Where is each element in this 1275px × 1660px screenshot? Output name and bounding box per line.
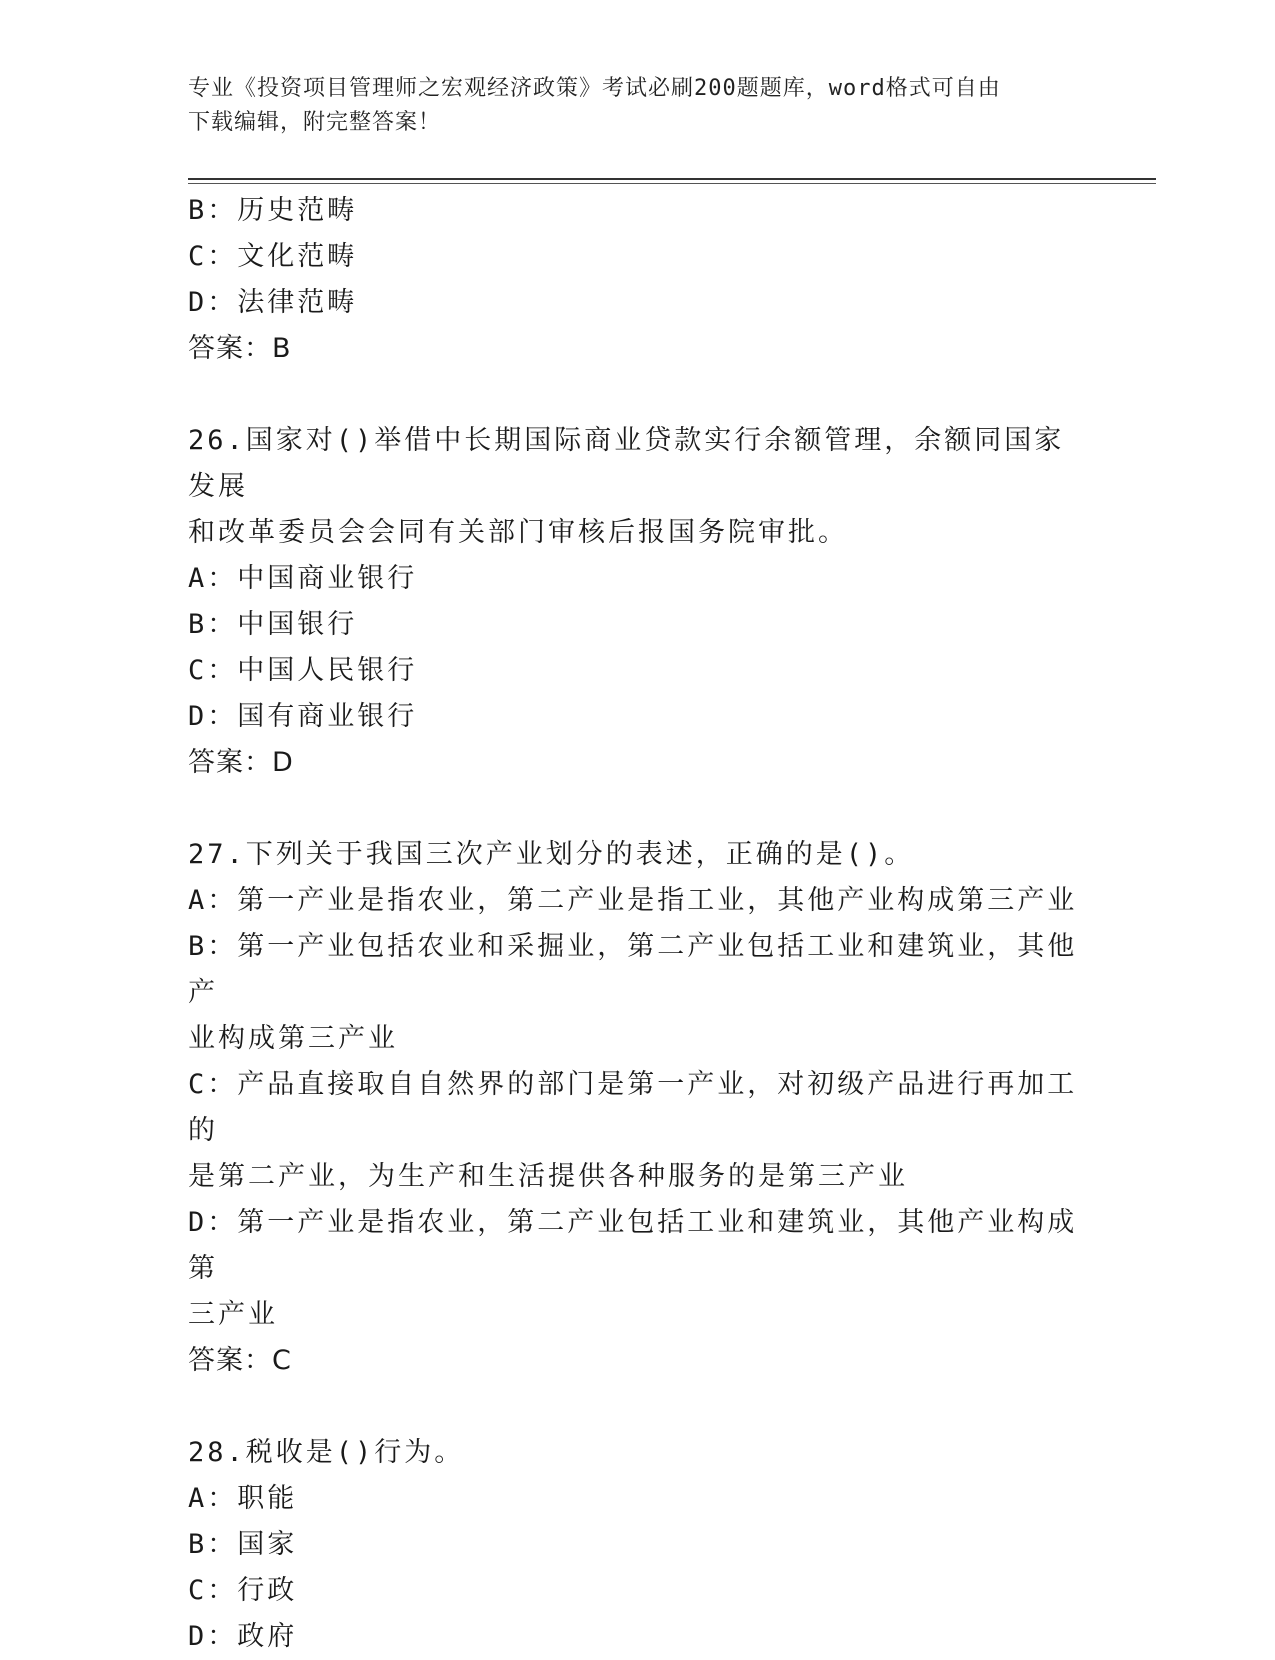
option-b: B：国家 [188,1529,298,1560]
header-line-1: 专业《投资项目管理师之宏观经济政策》考试必刷200题题库，word格式可自由 [188,76,1001,101]
option-b-continued: 业构成第三产业 [188,1023,398,1054]
question-28 [188,1430,1088,1660]
question-26 [188,418,1088,786]
question-stem: 26.国家对()举借中长期国际商业贷款实行余额管理，余额同国家发展 [188,425,1065,502]
option-a: A：第一产业是指农业，第二产业是指工业，其他产业构成第三产业 [188,885,1078,916]
question-25-tail [188,188,1088,372]
option-a: A：职能 [188,1483,298,1514]
option-d: D：第一产业是指农业，第二产业包括工业和建筑业，其他产业构成第 [188,1207,1078,1284]
option-d: D：国有商业银行 [188,701,418,732]
answer-line: 答案：D [188,747,294,778]
question-list [188,188,1088,1660]
header-line-2: 下载编辑，附完整答案！ [188,110,442,135]
option-c: C：行政 [188,1575,298,1606]
option-b: B：第一产业包括农业和采掘业，第二产业包括工业和建筑业，其他产 [188,931,1078,1008]
option-b: B：历史范畴 [188,195,358,226]
question-27 [188,832,1088,1384]
option-c: C：文化范畴 [188,241,358,272]
question-stem: 28.税收是()行为。 [188,1437,465,1468]
header-divider-thin [188,183,1156,184]
header-divider-thick [188,178,1156,180]
question-stem-continued: 和改革委员会会同有关部门审核后报国务院审批。 [188,517,848,548]
question-spacer [188,786,1088,832]
question-spacer [188,372,1088,418]
question-spacer [188,1384,1088,1430]
option-c-continued: 是第二产业，为生产和生活提供各种服务的是第三产业 [188,1161,908,1192]
option-a: A：中国商业银行 [188,563,418,594]
option-c: C：中国人民银行 [188,655,418,686]
answer-line: 答案：B [188,333,292,364]
answer-line: 答案：C [188,1345,292,1376]
option-d: D：政府 [188,1621,298,1652]
option-d: D：法律范畴 [188,287,358,318]
option-c: C：产品直接取自自然界的部门是第一产业，对初级产品进行再加工的 [188,1069,1078,1146]
question-stem: 27.下列关于我国三次产业划分的表述，正确的是()。 [188,839,915,870]
option-b: B：中国银行 [188,609,358,640]
document-header [188,72,1068,140]
option-d-continued: 三产业 [188,1299,278,1330]
